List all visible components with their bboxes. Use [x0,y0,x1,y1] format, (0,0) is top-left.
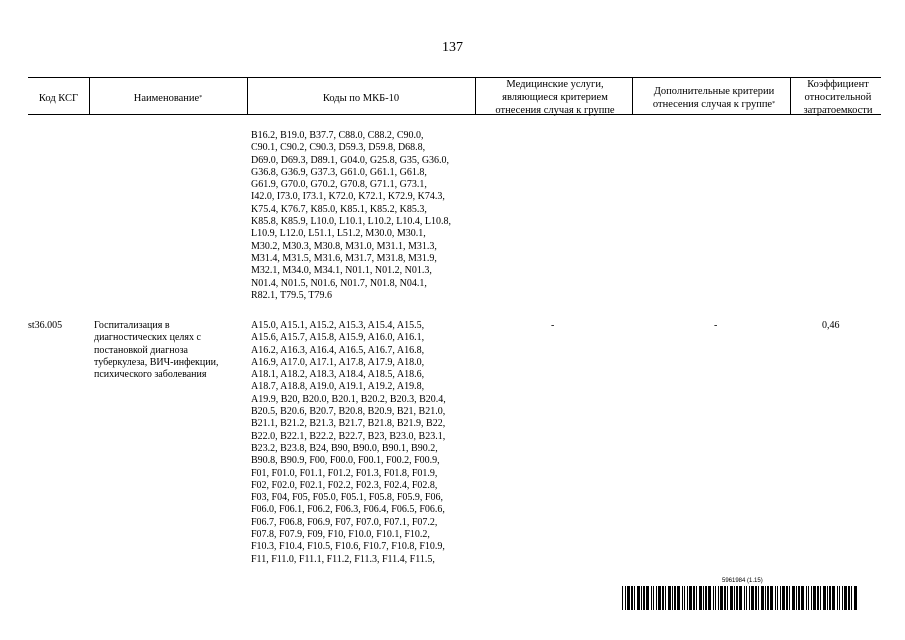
barcode-bar [746,586,747,610]
barcode-bar [848,586,850,610]
header-separator [790,78,791,114]
header-col-name [89,92,247,105]
code-line: B22.0, B22.1, B22.2, B22.7, B23, B23.0, B23.1, [251,430,446,442]
barcode-bar [631,586,633,610]
barcode-bar [720,586,723,610]
barcode-bar [622,586,623,610]
barcode-bar [817,586,819,610]
barcode-bar [730,586,733,610]
barcode-bar [851,586,852,610]
barcode-bar [736,586,738,610]
barcode-bar [823,586,826,610]
barcode-bar [713,586,714,610]
barcode-bar [806,586,807,610]
barcode-bar [832,586,835,610]
code-line: A16.9, A17.0, A17.1, A17.8, A17.9, A18.0, [251,356,425,368]
header-col-name-text: Наименование [133,93,200,104]
code-line: D69.0, D69.3, D89.1, G04.0, G25.8, G35, G36.0, [251,154,450,166]
code-line: F06.7, F06.8, F06.9, F07, F07.0, F07.1, F07.2, [251,516,438,528]
code-line: M31.4, M31.5, M31.6, M31.7, M31.8, M31.9, [251,252,437,264]
code-line: A19.9, B20, B20.0, B20.1, B20.2, B20.3, B20.4, [251,393,446,405]
barcode-bar [798,586,800,610]
barcode-bar [625,586,626,610]
table-header-bottom-rule [28,114,881,115]
barcode-bar [775,586,776,610]
code-line: F06.0, F06.1, F06.2, F06.3, F06.4, F06.5, F06.6, [251,504,445,516]
code-line: A18.7, A18.8, A19.0, A19.1, A19.2, A19.8, [251,381,425,393]
barcode-bar [758,586,759,610]
barcode-bar [684,586,685,610]
barcode-bar [651,586,652,610]
barcode-bar [811,586,812,610]
code-line: F03, F04, F05, F05.0, F05.1, F05.8, F05.9, F06, [251,492,443,504]
code-line: M30.2, M30.3, M30.8, M31.0, M31.1, M31.3, [251,240,437,252]
header-col-coef: Коэффициент относительной затратоемкости [803,79,873,116]
barcode-bar [658,586,661,610]
barcode-bar [627,586,630,610]
table-top-rule [28,77,881,78]
code-line: N01.4, N01.5, N01.6, N01.7, N01.8, N04.1, [251,277,427,289]
name-line: Госпитализация в [94,320,170,331]
barcode-bar [724,586,726,610]
barcode-bar [770,586,773,610]
barcode-bar [739,586,742,610]
header-col-services: Медицинские услуги, являющиеся критерием отнесения случая к группе [495,79,615,116]
barcode [622,586,858,610]
barcode-bar [653,586,654,610]
barcode-bar [727,586,728,610]
barcode-bar [777,586,778,610]
barcode-bar [668,586,671,610]
barcode-bar [672,586,673,610]
barcode-bar [687,586,688,610]
code-line: C90.1, C90.2, C90.3, D59.3, D59.8, D68.8, [251,142,426,154]
barcode-bar [715,586,716,610]
code-line: A18.1, A18.2, A18.3, A18.4, A18.5, A18.6, [251,369,425,381]
continuation-codes [251,130,473,302]
header-col-mkb: Коды по МКБ-10 [322,93,400,104]
code-line: I42.0, I73.0, I73.1, K72.0, K72.1, K72.9, K74.3, [251,191,445,203]
code-line: B20.5, B20.6, B20.7, B20.8, B20.9, B21, B21.0, [251,406,446,418]
barcode-bar [842,586,843,610]
header-col-extra [640,85,788,111]
code-line: A16.2, A16.3, A16.4, A16.5, A16.7, A16.8, [251,344,425,356]
code-line: K75.4, K76.7, K85.0, K85.1, K85.2, K85.3, [251,203,427,215]
barcode-bar [839,586,840,610]
code-line: F11, F11.0, F11.1, F11.2, F11.3, F11.4, F11.5, [251,553,435,565]
code-line: F01, F01.0, F01.1, F01.2, F01.3, F01.8, F01.9, [251,467,438,479]
barcode-bar [761,586,764,610]
barcode-bar [854,586,857,610]
barcode-bar [689,586,692,610]
barcode-bar [677,586,680,610]
code-line: G61.9, G70.0, G70.2, G70.8, G71.1, G73.1, [251,179,427,191]
row-name [94,320,246,381]
barcode-bar [637,586,640,610]
code-line: F02, F02.0, F02.1, F02.2, F02.3, F02.4, F02.8, [251,479,438,491]
barcode-bar [696,586,697,610]
code-line: B90.8, B90.9, F00, F00.0, F00.1, F00.2, F00.9, [251,455,440,467]
name-line: диагностических целях с [94,332,201,344]
barcode-bar [827,586,828,610]
header-col-extra-text: Дополнительные критерии отнесения случая к группе [652,86,775,110]
barcode-bar [708,586,711,610]
barcode-bar [792,586,795,610]
barcode-bar [643,586,645,610]
barcode-bar [693,586,695,610]
header-col-code: Код КСГ [38,93,79,104]
barcode-bar [780,586,781,610]
barcode-bar [829,586,831,610]
barcode-bar [734,586,735,610]
footnote-mark: * [199,95,203,101]
row-extra: - [714,320,718,331]
barcode-bar [634,586,635,610]
barcode-bar [813,586,816,610]
code-line: B16.2, B19.0, B37.7, C88.0, C88.2, C90.0, [251,130,424,141]
barcode-bar [682,586,683,610]
code-line: B21.1, B21.2, B21.3, B21.7, B21.8, B21.9, B22, [251,418,446,430]
barcode-number: 5961984 (1.15) [722,578,763,584]
name-line: постановкой диагноза [94,344,188,356]
barcode-bar [718,586,719,610]
barcode-bar [665,586,666,610]
barcode-bar [796,586,797,610]
barcode-bar [789,586,790,610]
barcode-bar [641,586,642,610]
barcode-bar [749,586,750,610]
barcode-bar [699,586,702,610]
row-coef: 0,46 [822,320,840,331]
barcode-bar [801,586,804,610]
barcode-bar [765,586,766,610]
code-line: M32.1, M34.0, M34.1, N01.1, N01.2, N01.3, [251,265,432,277]
row-services: - [551,320,555,331]
barcode-bar [837,586,838,610]
header-separator [475,78,476,114]
barcode-bar [786,586,788,610]
footnote-mark: * [772,101,776,107]
barcode-bar [703,586,704,610]
barcode-bar [744,586,745,610]
barcode-bar [662,586,664,610]
code-line: A15.6, A15.7, A15.8, A15.9, A16.0, A16.1, [251,332,425,344]
barcode-bar [820,586,821,610]
code-line: L10.9, L12.0, L51.1, L51.2, M30.0, M30.1, [251,228,426,240]
row-code: st36.005 [28,320,63,331]
barcode-bar [844,586,847,610]
barcode-bar [751,586,754,610]
barcode-bar [674,586,676,610]
code-line: B23.2, B23.8, B24, B90, B90.0, B90.1, B90.2, [251,442,438,454]
code-line: A15.0, A15.1, A15.2, A15.3, A15.4, A15.5, [251,320,425,331]
code-line: R82.1, T79.5, T79.6 [251,289,333,301]
page-number: 137 [442,40,463,55]
barcode-bar [808,586,809,610]
barcode-bar [646,586,649,610]
header-separator [632,78,633,114]
barcode-bar [782,586,785,610]
barcode-bar [755,586,757,610]
code-line: G36.8, G36.9, G37.3, G61.0, G61.1, G61.8, [251,166,427,178]
barcode-bar [767,586,769,610]
name-line: психического заболевания [94,369,207,381]
name-line: туберкулеза, ВИЧ-инфекции, [94,356,219,368]
code-line: F07.8, F07.9, F09, F10, F10.0, F10.1, F10.2, [251,529,430,541]
code-line: F10.3, F10.4, F10.5, F10.6, F10.7, F10.8, F10.9, [251,541,445,553]
row-codes [251,320,473,566]
code-line: K85.8, K85.9, L10.0, L10.1, L10.2, L10.4, L10.8, [251,216,451,228]
barcode-bar [705,586,707,610]
barcode-bar [656,586,657,610]
